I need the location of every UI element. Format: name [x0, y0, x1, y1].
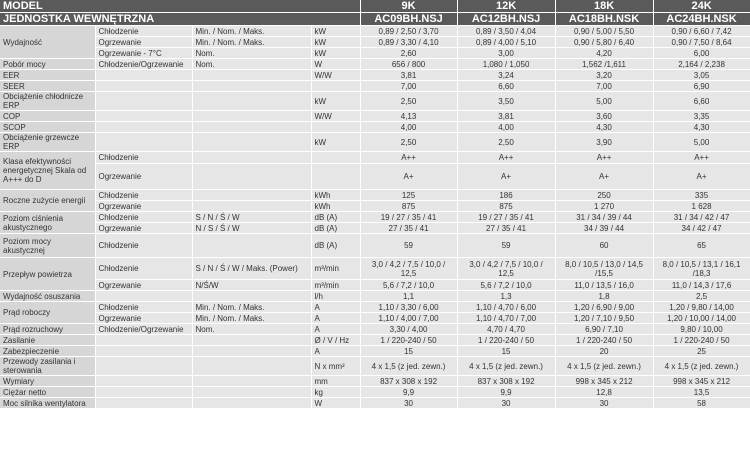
value-cell: 1,10 / 4,70 / 6,00 [457, 302, 555, 313]
value-cell: 0,89 / 3,50 / 4,04 [457, 26, 555, 37]
value-cell: 0,90 / 5,80 / 6,40 [555, 37, 653, 48]
table-row [0, 258, 750, 280]
row-sublabel: Ogrzewanie [95, 201, 192, 212]
value-cell: 125 [360, 190, 457, 201]
row-sublabel [95, 346, 192, 357]
table-row [0, 387, 750, 398]
value-cell: 875 [457, 201, 555, 212]
row-unit: kWh [311, 201, 360, 212]
row-sublabel [95, 122, 192, 133]
row-unit: W/W [311, 111, 360, 122]
value-cell: 5,00 [555, 92, 653, 111]
value-cell: 3,90 [555, 133, 653, 152]
value-cell: 4 x 1,5 (z jed. zewn.) [555, 357, 653, 376]
value-cell: 7,00 [360, 81, 457, 92]
row-label: Poziom mocy akustycznej [0, 234, 95, 258]
value-cell: A+ [457, 164, 555, 190]
value-cell: 3,35 [653, 111, 750, 122]
row-condition [192, 164, 311, 190]
row-unit: W/W [311, 70, 360, 81]
row-condition [192, 92, 311, 111]
row-sublabel: Chłodzenie/Ogrzewanie [95, 59, 192, 70]
row-condition: S / N / Ś / W [192, 212, 311, 223]
row-condition [192, 111, 311, 122]
table-row [0, 291, 750, 302]
value-cell: 2,60 [360, 48, 457, 59]
value-cell: 1 / 220-240 / 50 [457, 335, 555, 346]
row-label: Przepływ powietrza [0, 258, 95, 291]
row-label: Klasa efektywności energetycznej Skala od A+++ do D [0, 152, 95, 190]
row-sublabel [95, 387, 192, 398]
row-unit: m³/min [311, 280, 360, 291]
value-cell: A+ [653, 164, 750, 190]
value-cell: 9,9 [360, 387, 457, 398]
row-sublabel [95, 81, 192, 92]
row-unit: N x mm² [311, 357, 360, 376]
row-sublabel: Ogrzewanie [95, 223, 192, 234]
value-cell: 3,0 / 4,2 / 7,5 / 10,0 / 12,5 [457, 258, 555, 280]
row-unit [311, 122, 360, 133]
value-cell: 998 x 345 x 212 [555, 376, 653, 387]
row-sublabel: Chłodzenie [95, 190, 192, 201]
value-cell: 59 [457, 234, 555, 258]
value-cell: 11,0 / 14,3 / 17,6 [653, 280, 750, 291]
value-cell: 3,30 / 4,00 [360, 324, 457, 335]
row-condition [192, 70, 311, 81]
value-cell: 15 [457, 346, 555, 357]
table-row [0, 70, 750, 81]
row-sublabel: Chłodzenie [95, 302, 192, 313]
table-row [0, 26, 750, 37]
value-cell: 7,00 [555, 81, 653, 92]
value-cell: 27 / 35 / 41 [360, 223, 457, 234]
row-unit: l/h [311, 291, 360, 302]
table-row [0, 313, 750, 324]
value-cell: 19 / 27 / 35 / 41 [457, 212, 555, 223]
value-cell: 3,0 / 4,2 / 7,5 / 10,0 / 12,5 [360, 258, 457, 280]
table-row [0, 324, 750, 335]
row-condition [192, 152, 311, 164]
row-label: EER [0, 70, 95, 81]
row-unit: kW [311, 92, 360, 111]
value-cell: 34 / 42 / 47 [653, 223, 750, 234]
row-sublabel [95, 357, 192, 376]
row-label: Wymiary [0, 376, 95, 387]
value-cell: 3,81 [360, 70, 457, 81]
row-sublabel: Chłodzenie/Ogrzewanie [95, 324, 192, 335]
model-9k: AC09BH.NSJ [360, 13, 457, 26]
value-cell: 2,5 [653, 291, 750, 302]
value-cell: 3,60 [555, 111, 653, 122]
value-cell: A+ [360, 164, 457, 190]
value-cell: 1,1 [360, 291, 457, 302]
value-cell: 9,9 [457, 387, 555, 398]
row-label: Przewody zasilania i sterowania [0, 357, 95, 376]
value-cell: 8,0 / 10,5 / 13,0 / 14,5 /15,5 [555, 258, 653, 280]
value-cell: 6,90 [653, 81, 750, 92]
row-sublabel [95, 133, 192, 152]
row-label: Moc silnika wentylatora [0, 398, 95, 409]
value-cell: 9,80 / 10,00 [653, 324, 750, 335]
table-row [0, 234, 750, 258]
row-unit [311, 81, 360, 92]
table-row [0, 164, 750, 190]
table-row [0, 357, 750, 376]
row-label: SCOP [0, 122, 95, 133]
row-unit [311, 164, 360, 190]
row-unit: A [311, 302, 360, 313]
value-cell: 65 [653, 234, 750, 258]
row-unit: W [311, 59, 360, 70]
value-cell: 27 / 35 / 41 [457, 223, 555, 234]
value-cell: 1,20 / 6,90 / 9,00 [555, 302, 653, 313]
row-condition: Min. / Nom. / Maks. [192, 37, 311, 48]
value-cell: A+ [555, 164, 653, 190]
row-unit: W [311, 398, 360, 409]
value-cell: 0,90 / 5,00 / 5,50 [555, 26, 653, 37]
value-cell: 5,00 [653, 133, 750, 152]
row-label: Roczne zużycie energii [0, 190, 95, 212]
value-cell: 335 [653, 190, 750, 201]
row-unit: A [311, 313, 360, 324]
value-cell: 4,30 [653, 122, 750, 133]
row-condition [192, 291, 311, 302]
value-cell: 6,60 [457, 81, 555, 92]
value-cell: 4,20 [555, 48, 653, 59]
row-unit: kW [311, 37, 360, 48]
row-condition [192, 387, 311, 398]
value-cell: 11,0 / 13,5 / 16,0 [555, 280, 653, 291]
value-cell: 4 x 1,5 (z jed. zewn.) [653, 357, 750, 376]
value-cell: 1,10 / 3,30 / 6,00 [360, 302, 457, 313]
value-cell: 1 / 220-240 / 50 [653, 335, 750, 346]
value-cell: 34 / 39 / 44 [555, 223, 653, 234]
value-cell: 1,10 / 4,00 / 7,00 [360, 313, 457, 324]
row-condition [192, 398, 311, 409]
value-cell: 3,00 [457, 48, 555, 59]
value-cell: 875 [360, 201, 457, 212]
value-cell: A++ [555, 152, 653, 164]
value-cell: 5,6 / 7,2 / 10,0 [457, 280, 555, 291]
size-24k: 24K [653, 0, 750, 13]
row-label: Prąd roboczy [0, 302, 95, 324]
value-cell: 25 [653, 346, 750, 357]
row-label: Zasilanie [0, 335, 95, 346]
value-cell: 20 [555, 346, 653, 357]
value-cell: 656 / 800 [360, 59, 457, 70]
table-row [0, 201, 750, 212]
value-cell: 58 [653, 398, 750, 409]
row-sublabel [95, 111, 192, 122]
row-sublabel [95, 70, 192, 81]
row-sublabel [95, 398, 192, 409]
table-row [0, 81, 750, 92]
row-sublabel [95, 376, 192, 387]
value-cell: A++ [457, 152, 555, 164]
table-row [0, 376, 750, 387]
row-label: Poziom ciśnienia akustycznego [0, 212, 95, 234]
value-cell: 4 x 1,5 (z jed. zewn.) [360, 357, 457, 376]
row-condition: Nom. [192, 48, 311, 59]
value-cell: 1 / 220-240 / 50 [555, 335, 653, 346]
value-cell: 30 [555, 398, 653, 409]
table-row [0, 111, 750, 122]
size-12k: 12K [457, 0, 555, 13]
model-label: MODEL [0, 0, 360, 13]
row-label: SEER [0, 81, 95, 92]
model-12k: AC12BH.NSJ [457, 13, 555, 26]
row-sublabel: Chłodzenie [95, 152, 192, 164]
row-sublabel [95, 335, 192, 346]
table-row [0, 223, 750, 234]
value-cell: 15 [360, 346, 457, 357]
row-label: Wydajność [0, 26, 95, 59]
value-cell: 1,8 [555, 291, 653, 302]
row-unit: kW [311, 26, 360, 37]
table-row [0, 152, 750, 164]
value-cell: 0,89 / 3,30 / 4,10 [360, 37, 457, 48]
row-unit [311, 152, 360, 164]
value-cell: 3,50 [457, 92, 555, 111]
row-sublabel: Chłodzenie [95, 212, 192, 223]
value-cell: 186 [457, 190, 555, 201]
row-condition: N/Ś/W [192, 280, 311, 291]
value-cell: 3,81 [457, 111, 555, 122]
row-label: Obciążenie chłodnicze ERP [0, 92, 95, 111]
size-9k: 9K [360, 0, 457, 13]
value-cell: 1,20 / 10,00 / 14,00 [653, 313, 750, 324]
value-cell: 837 x 308 x 192 [360, 376, 457, 387]
row-unit: Ø / V / Hz [311, 335, 360, 346]
header-row-model [0, 0, 750, 13]
row-condition: Min. / Nom. / Maks. [192, 26, 311, 37]
row-condition [192, 234, 311, 258]
value-cell: 4,00 [457, 122, 555, 133]
value-cell: 6,00 [653, 48, 750, 59]
value-cell: A++ [360, 152, 457, 164]
table-row [0, 92, 750, 111]
table-row [0, 302, 750, 313]
value-cell: 4 x 1,5 (z jed. zewn.) [457, 357, 555, 376]
table-row [0, 59, 750, 70]
row-condition [192, 81, 311, 92]
value-cell: 4,70 / 4,70 [457, 324, 555, 335]
row-label: COP [0, 111, 95, 122]
value-cell: 2,50 [360, 92, 457, 111]
value-cell: 0,89 / 4,00 / 5,10 [457, 37, 555, 48]
value-cell: 1,562 /1,611 [555, 59, 653, 70]
value-cell: 2,50 [457, 133, 555, 152]
row-condition: Nom. [192, 324, 311, 335]
value-cell: 13,5 [653, 387, 750, 398]
row-condition [192, 335, 311, 346]
value-cell: 6,90 / 7,10 [555, 324, 653, 335]
model-18k: AC18BH.NSK [555, 13, 653, 26]
row-unit: kWh [311, 190, 360, 201]
table-row [0, 190, 750, 201]
row-condition [192, 133, 311, 152]
value-cell: 998 x 345 x 212 [653, 376, 750, 387]
row-unit: m³/min [311, 258, 360, 280]
row-condition: Nom. [192, 59, 311, 70]
row-condition: Min. / Nom. / Maks. [192, 313, 311, 324]
value-cell: 3,20 [555, 70, 653, 81]
table-row [0, 133, 750, 152]
row-label: Pobór mocy [0, 59, 95, 70]
header-row-unit [0, 13, 750, 26]
row-unit: dB (A) [311, 212, 360, 223]
row-sublabel: Ogrzewanie [95, 313, 192, 324]
value-cell: 4,30 [555, 122, 653, 133]
value-cell: 6,60 [653, 92, 750, 111]
table-row [0, 280, 750, 291]
row-unit: A [311, 346, 360, 357]
row-unit: kW [311, 133, 360, 152]
value-cell: 0,89 / 2,50 / 3,70 [360, 26, 457, 37]
row-condition: S / N / Ś / W / Maks. (Power) [192, 258, 311, 280]
value-cell: 3,05 [653, 70, 750, 81]
table-row [0, 398, 750, 409]
value-cell: 4,00 [360, 122, 457, 133]
value-cell: 59 [360, 234, 457, 258]
value-cell: 1 270 [555, 201, 653, 212]
row-label: Ciężar netto [0, 387, 95, 398]
value-cell: 5,6 / 7,2 / 10,0 [360, 280, 457, 291]
row-label: Zabezpieczenie [0, 346, 95, 357]
row-unit: kg [311, 387, 360, 398]
row-unit: kW [311, 48, 360, 59]
value-cell: 3,24 [457, 70, 555, 81]
row-sublabel: Chłodzenie [95, 258, 192, 280]
value-cell: 250 [555, 190, 653, 201]
table-row [0, 335, 750, 346]
row-sublabel [95, 92, 192, 111]
row-condition [192, 376, 311, 387]
value-cell: 1,20 / 9,80 / 14,00 [653, 302, 750, 313]
row-label: Wydajność osuszania [0, 291, 95, 302]
row-condition [192, 122, 311, 133]
row-sublabel [95, 291, 192, 302]
value-cell: 31 / 34 / 39 / 44 [555, 212, 653, 223]
value-cell: 0,90 / 6,60 / 7,42 [653, 26, 750, 37]
row-sublabel: Ogrzewanie [95, 164, 192, 190]
value-cell: 8,0 / 10,5 / 13,1 / 16,1 /18,3 [653, 258, 750, 280]
size-18k: 18K [555, 0, 653, 13]
row-condition [192, 190, 311, 201]
row-condition: N / S / Ś / W [192, 223, 311, 234]
model-24k: AC24BH.NSK [653, 13, 750, 26]
row-unit: A [311, 324, 360, 335]
row-sublabel: Ogrzewanie [95, 280, 192, 291]
value-cell: 4,13 [360, 111, 457, 122]
value-cell: 12,8 [555, 387, 653, 398]
value-cell: 0,90 / 7,50 / 8,64 [653, 37, 750, 48]
row-sublabel: Chłodzenie [95, 234, 192, 258]
table-row [0, 37, 750, 48]
value-cell: A++ [653, 152, 750, 164]
table-row [0, 48, 750, 59]
value-cell: 2,164 / 2,238 [653, 59, 750, 70]
value-cell: 1,10 / 4,70 / 7,00 [457, 313, 555, 324]
value-cell: 30 [457, 398, 555, 409]
table-row [0, 212, 750, 223]
row-condition [192, 201, 311, 212]
row-label: Prąd rozruchowy [0, 324, 95, 335]
row-unit: mm [311, 376, 360, 387]
row-label: Obciążenie grzewcze ERP [0, 133, 95, 152]
table-row [0, 122, 750, 133]
value-cell: 19 / 27 / 35 / 41 [360, 212, 457, 223]
value-cell: 60 [555, 234, 653, 258]
row-condition: Min. / Nom. / Maks. [192, 302, 311, 313]
value-cell: 1,080 / 1,050 [457, 59, 555, 70]
value-cell: 2,50 [360, 133, 457, 152]
row-condition [192, 357, 311, 376]
value-cell: 1,3 [457, 291, 555, 302]
value-cell: 31 / 34 / 42 / 47 [653, 212, 750, 223]
value-cell: 30 [360, 398, 457, 409]
row-sublabel: Ogrzewanie - 7°C [95, 48, 192, 59]
value-cell: 1 628 [653, 201, 750, 212]
row-condition [192, 346, 311, 357]
row-sublabel: Ogrzewanie [95, 37, 192, 48]
value-cell: 1 / 220-240 / 50 [360, 335, 457, 346]
value-cell: 1,20 / 7,10 / 9,50 [555, 313, 653, 324]
table-row [0, 346, 750, 357]
value-cell: 837 x 308 x 192 [457, 376, 555, 387]
row-sublabel: Chłodzenie [95, 26, 192, 37]
row-unit: dB (A) [311, 234, 360, 258]
unit-label: JEDNOSTKA WEWNĘTRZNA [0, 13, 360, 26]
row-unit: dB (A) [311, 223, 360, 234]
